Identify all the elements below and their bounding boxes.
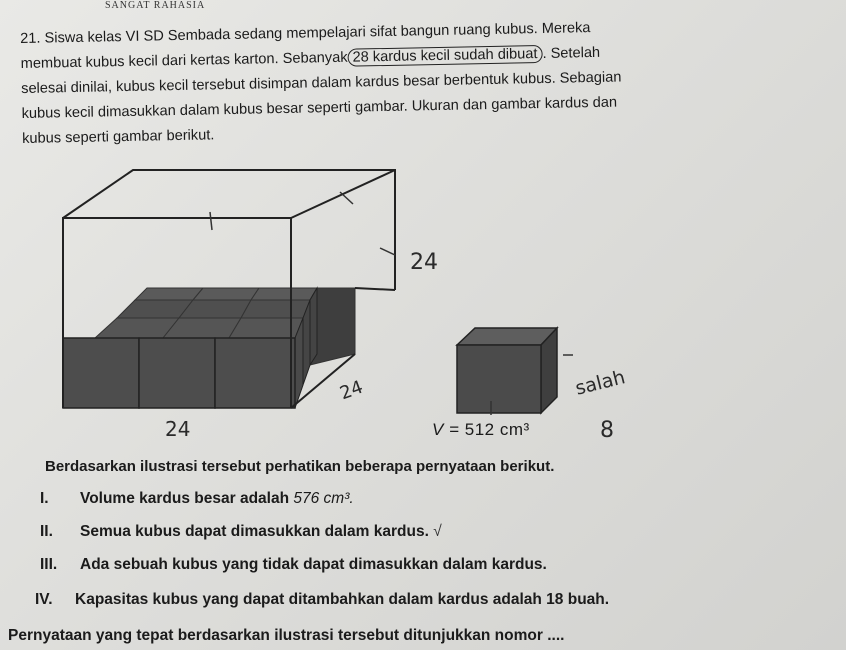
small-cube-illustration xyxy=(445,315,585,415)
problem-line-1: Siswa kelas VI SD Sembada sedang mempelajari sifat bangun ruang kubus. Mereka xyxy=(44,20,591,47)
checkmark-icon: √ xyxy=(433,523,442,540)
volume-formula xyxy=(432,420,530,440)
handwritten-24-right: 24 xyxy=(337,376,366,405)
statement-2-number: II. xyxy=(40,523,53,540)
statement-1-unit: cm³. xyxy=(323,490,354,507)
problem-line-2b: . Setelah xyxy=(542,44,601,62)
statement-4-number: IV. xyxy=(35,591,53,608)
handwritten-8: 8 xyxy=(600,418,614,443)
problem-line-2a: membuat kubus kecil dari kertas karton. Sebanyak xyxy=(20,49,348,72)
circled-phrase: 28 kardus kecil sudah dibuat xyxy=(347,45,542,67)
handwritten-24-top: 24 xyxy=(410,250,438,275)
statement-2-text: Semua kubus dapat dimasukkan dalam kardus. xyxy=(80,523,429,540)
statement-1-number: I. xyxy=(40,490,49,507)
statement-1-value: 576 xyxy=(293,490,320,507)
question-prompt: Pernyataan yang tepat berdasarkan ilustrasi tersebut ditunjukkan nomor .... xyxy=(8,627,565,644)
question-number: 21. xyxy=(20,30,41,47)
statements-intro: Berdasarkan ilustrasi tersebut perhatikan beberapa pernyataan berikut. xyxy=(45,458,555,475)
statement-3-text: Ada sebuah kubus yang tidak dapat dimasukkan dalam kardus. xyxy=(80,556,547,573)
handwritten-salah: salah xyxy=(573,366,628,400)
header-label: SANGAT RAHASIA xyxy=(105,0,206,11)
big-box-illustration xyxy=(55,160,415,420)
statement-1-text: Volume kardus besar adalah xyxy=(80,490,290,507)
volume-label: V = xyxy=(432,420,460,439)
handwritten-24-bottom: 24 xyxy=(165,417,191,441)
problem-line-5: kubus seperti gambar berikut. xyxy=(21,127,215,147)
problem-text xyxy=(20,11,834,152)
statement-2 xyxy=(40,523,442,541)
statement-3 xyxy=(40,556,547,574)
volume-value: 512 xyxy=(464,420,495,439)
volume-unit: cm³ xyxy=(499,420,530,439)
statement-4-text: Kapasitas kubus yang dapat ditambahkan dalam kardus adalah 18 buah. xyxy=(75,591,610,608)
statement-3-number: III. xyxy=(40,556,58,573)
problem-line-3: selesai dinilai, kubus kecil tersebut disimpan dalam kardus besar berbentuk kubus. Sebagian xyxy=(21,69,622,97)
statement-4 xyxy=(35,591,609,609)
statement-1 xyxy=(40,490,354,508)
problem-line-4: kubus kecil dimasukkan dalam kubus besar seperti gambar. Ukuran dan gambar kardus dan xyxy=(21,94,618,122)
